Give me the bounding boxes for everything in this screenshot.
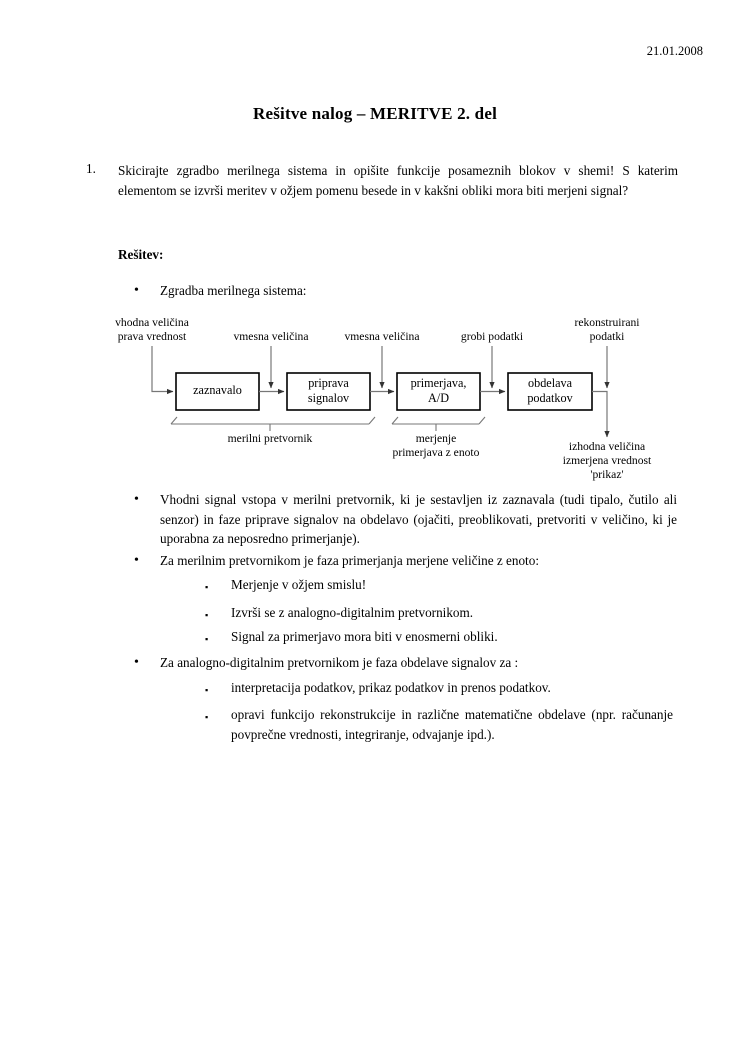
document-date: 21.01.2008 — [646, 44, 703, 58]
solution-subitem-2-2: Izvrši se z analogno-digitalnim pretvornikom. — [231, 605, 474, 620]
bullet-glyph: • — [134, 553, 139, 568]
box-label-primerjava-line2: A/D — [428, 391, 449, 405]
solution-bullet-1: Vhodni signal vstopa v merilni pretvornik, ki je sestavljen iz zaznavala (tudi tipalo, čutilo ali senzor) in faze priprave signalov na obdelavo (ojačiti, preoblikovati, pretvoriti v veličino, ki je uporabna za neposredno primerjanje). — [160, 492, 677, 546]
subbullet-glyph: ▪ — [205, 685, 209, 695]
signal-label-rekonstruirani-line1: rekonstruirani — [574, 316, 640, 329]
brace-merjenje-left-tick — [392, 417, 398, 424]
arrow-output-izhodna — [592, 392, 607, 438]
output-label-line3: 'prikaz' — [590, 468, 624, 481]
solution-heading: Rešitev: — [118, 247, 164, 262]
brace-merilni-right-tick — [369, 417, 375, 424]
brace-label-merjenje-line1: merjenje — [415, 432, 457, 445]
solution-subitem-2-1: Merjenje v ožjem smislu! — [231, 577, 367, 592]
signal-label-vmesna-1: vmesna veličina — [233, 330, 309, 343]
solution-subitem-3-1: interpretacija podatkov, prikaz podatkov in prenos podatkov. — [231, 680, 551, 695]
question-text: Skicirajte zgradbo merilnega sistema in opišite funkcije posameznih blokov v shemi! S katerim elementom se izvrši meritev v ožjem pomenu besede in v kakšni obliki mora biti merjeni signal? — [118, 163, 678, 198]
box-label-priprava-line1: priprava — [308, 376, 349, 390]
box-label-obdelava-line1: obdelava — [528, 376, 572, 390]
brace-merilni-left-tick — [171, 417, 177, 424]
brace-label-merilni-pretvornik: merilni pretvornik — [227, 432, 313, 445]
box-label-priprava-line2: signalov — [307, 391, 350, 405]
bullet-glyph: • — [134, 655, 139, 670]
box-label-obdelava-line2: podatkov — [527, 391, 573, 405]
brace-label-merjenje-line2: primerjava z enoto — [392, 446, 480, 459]
subbullet-glyph: ▪ — [205, 634, 209, 644]
output-label-line1: izhodna veličina — [568, 440, 646, 453]
subbullet-glyph: ▪ — [205, 582, 209, 592]
signal-label-vhodna-line1: vhodna veličina — [115, 316, 189, 329]
arrow-input-vhodna — [152, 346, 173, 392]
bullet-glyph: • — [134, 283, 139, 298]
solution-subitem-2-3: Signal za primerjavo mora biti v enosmerni obliki. — [231, 629, 498, 644]
bullet-glyph: • — [134, 492, 139, 507]
subbullet-glyph: ▪ — [205, 712, 209, 722]
box-label-primerjava-line1: primerjava, — [410, 376, 467, 390]
subbullet-glyph: ▪ — [205, 610, 209, 620]
signal-label-vmesna-2: vmesna veličina — [344, 330, 420, 343]
question-block — [86, 161, 678, 200]
question-number: 1. — [86, 161, 96, 176]
solution-bullet-2: Za merilnim pretvornikom je faza primerjanja merjene veličine z enoto: — [160, 553, 539, 568]
signal-label-rekonstruirani-line2: podatki — [589, 330, 625, 343]
measurement-system-diagram — [95, 312, 695, 484]
solution-intro-text: Zgradba merilnega sistema: — [160, 283, 307, 298]
signal-label-grobi-podatki: grobi podatki — [460, 330, 524, 343]
solution-bullet-3: Za analogno-digitalnim pretvornikom je faza obdelave signalov za : — [160, 655, 519, 670]
box-label-zaznavalo: zaznavalo — [193, 383, 242, 397]
page-title: Rešitve nalog – MERITVE 2. del — [253, 104, 497, 123]
solution-subitem-3-2: opravi funkcijo rekonstrukcije in različne matematične obdelave (npr. računanje povprečne vrednosti, integriranje, odvajanje ipd.). — [231, 707, 673, 742]
brace-merjenje-right-tick — [479, 417, 485, 424]
signal-label-vhodna-line2: prava vrednost — [117, 330, 187, 343]
output-label-line2: izmerjena vrednost — [562, 454, 652, 467]
